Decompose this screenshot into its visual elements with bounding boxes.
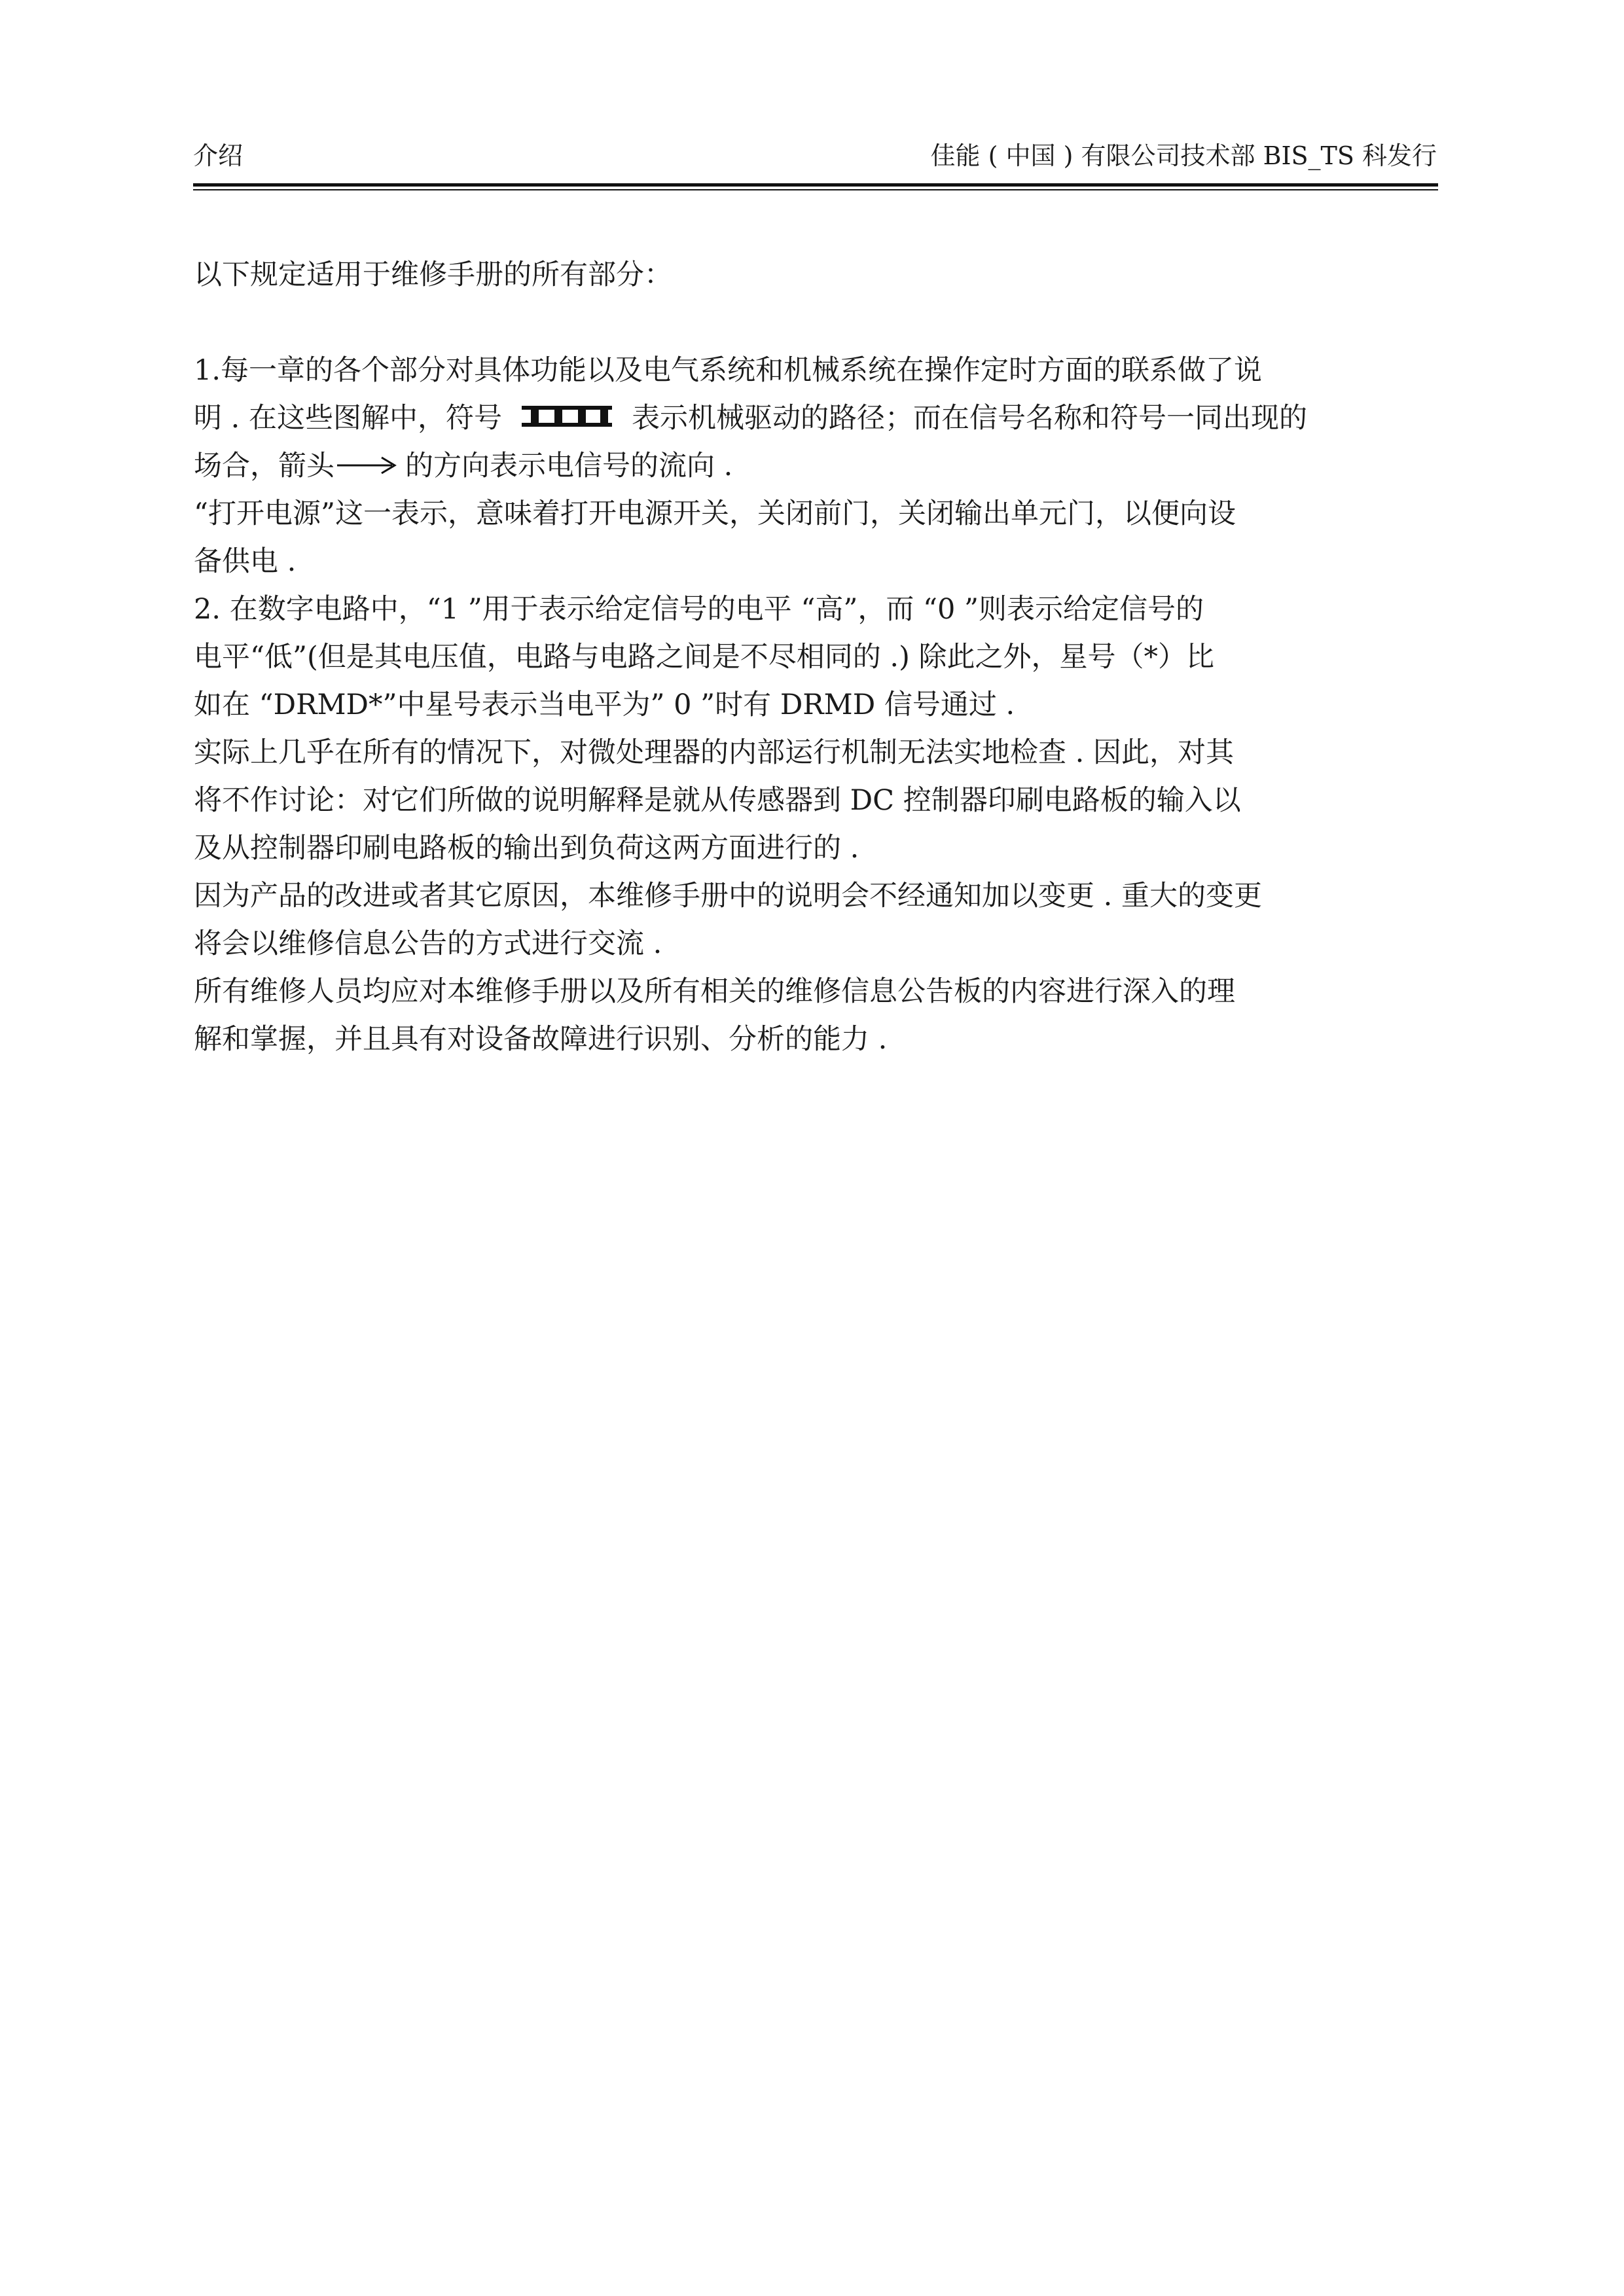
mechanical-drive-symbol-icon xyxy=(522,395,612,442)
text-segment: “打开电源”这一表示，意味着打开电源开关，关闭前门，关闭输出单元门，以便向设 xyxy=(194,497,1236,530)
intro-text: 以下规定适用于维修手册的所有部分： xyxy=(194,259,672,291)
text-line xyxy=(194,729,1437,777)
text-line xyxy=(194,825,1437,872)
signal-arrow-icon xyxy=(337,442,397,490)
text-segment: 解和掌握，并且具有对设备故障进行识别、分析的能力 . xyxy=(194,1023,888,1056)
header-divider xyxy=(193,183,1438,187)
text-segment: 所有维修人员均应对本维修手册以及所有相关的维修信息公告板的内容进行深入的理 xyxy=(194,975,1235,1008)
text-segment: 将不作讨论：对它们所做的说明解释是就从传感器到 DC 控制器印刷电路板的输入以 xyxy=(194,784,1241,817)
text-line xyxy=(194,872,1437,920)
document-body xyxy=(194,251,1437,1064)
text-line xyxy=(194,442,1437,490)
text-segment: 明 . 在这些图解中，符号 xyxy=(194,402,503,435)
paragraph-gap xyxy=(194,299,1437,347)
text-line xyxy=(194,347,1437,395)
text-segment: 表示机械驱动的路径；而在信号名称和符号一同出现的 xyxy=(632,402,1308,435)
text-line xyxy=(194,968,1437,1016)
text-line xyxy=(194,634,1437,681)
text-segment: 及从控制器印刷电路板的输出到负荷这两方面进行的 . xyxy=(194,832,859,865)
text-line xyxy=(194,538,1437,586)
header-section-title: 介绍 xyxy=(193,141,244,170)
text-segment: 的方向表示电信号的流向 . xyxy=(405,450,733,482)
text-line xyxy=(194,777,1437,825)
text-line xyxy=(194,586,1437,634)
text-segment: 将会以维修信息公告的方式进行交流 . xyxy=(194,927,662,960)
text-segment: 2. 在数字电路中，“1 ”用于表示给定信号的电平 “高”，而 “0 ”则表示给定信号的 xyxy=(194,593,1204,626)
text-line xyxy=(194,490,1437,538)
page-header xyxy=(193,136,1437,175)
intro-line xyxy=(194,251,1437,299)
header-divider-thin xyxy=(193,189,1438,190)
text-segment: 如在 “DRMD*”中星号表示当电平为” 0 ”时有 DRMD 信号通过 . xyxy=(194,689,1015,721)
text-segment: 实际上几乎在所有的情况下，对微处理器的内部运行机制无法实地检查 . 因此，对其 xyxy=(194,736,1235,769)
text-line xyxy=(194,920,1437,968)
text-line xyxy=(194,1016,1437,1064)
text-segment: 场合，箭头 xyxy=(194,450,334,482)
text-segment: 备供电 . xyxy=(194,545,297,578)
text-line xyxy=(194,681,1437,729)
text-segment: 1.每一章的各个部分对具体功能以及电气系统和机械系统在操作定时方面的联系做了说 xyxy=(194,354,1263,387)
text-segment: 电平“低”(但是其电压值，电路与电路之间是不尽相同的 .) 除此之外，星号（*）比 xyxy=(194,641,1215,673)
header-publisher: 佳能 ( 中国 ) 有限公司技术部 BIS_TS 科发行 xyxy=(930,141,1437,170)
text-segment: 因为产品的改进或者其它原因，本维修手册中的说明会不经通知加以变更 . 重大的变更 xyxy=(194,880,1263,912)
text-line xyxy=(194,395,1437,442)
